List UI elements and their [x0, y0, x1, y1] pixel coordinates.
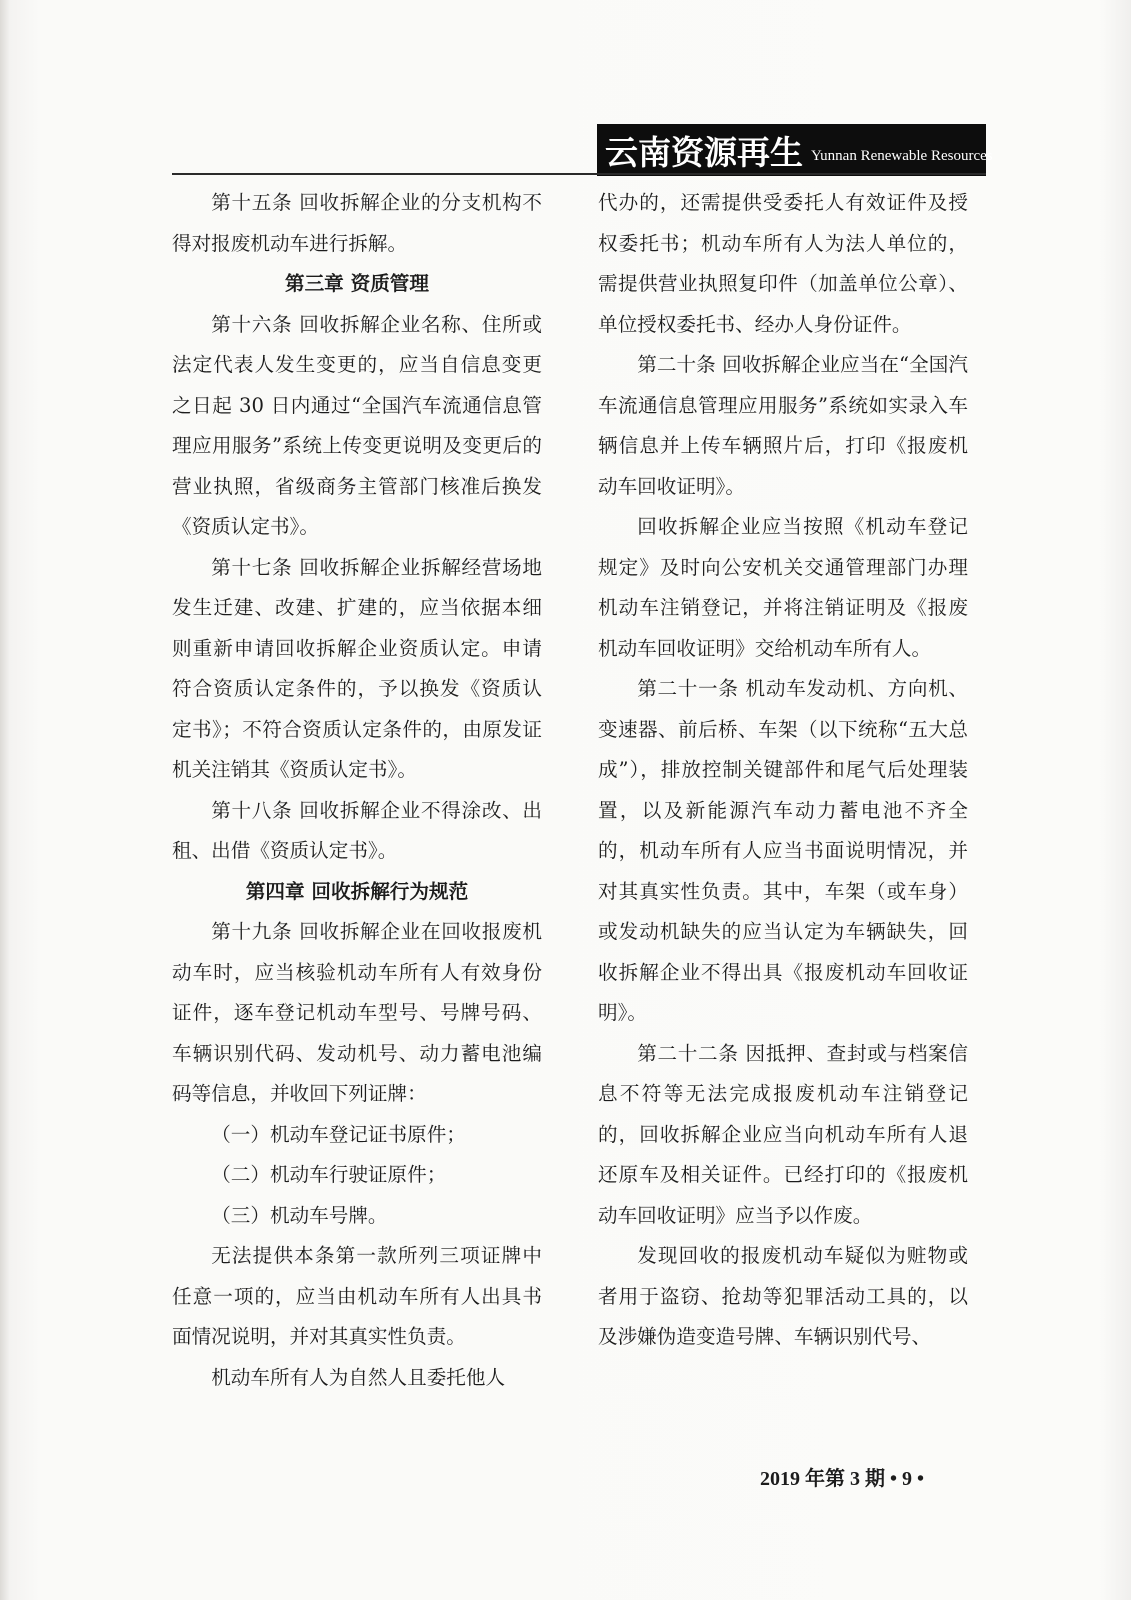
- article-paragraph: （一）机动车登记证书原件；: [211, 1122, 466, 1146]
- page-footer: 2019 年第 3 期 • 9 •: [760, 1468, 925, 1490]
- article-paragraph: 第十八条 回收拆解企业不得涂改、出租、出借《资质认定书》。: [172, 798, 542, 862]
- article-paragraph: 第二十二条 因抵押、查封或与档案信息不符等无法完成报废机动车注销登记的，回收拆解企业应当向机动车所有人退还原车及相关证件。已经打印的《报废机动车回收证明》应当予以作废。: [598, 1041, 968, 1227]
- article-paragraph: 第十九条 回收拆解企业在回收报废机动车时，应当核验机动车所有人有效身份证件，逐车登记机动车型号、号牌号码、车辆识别代码、发动机号、动力蓄电池编码等信息，并收回下列证牌：: [172, 920, 542, 1105]
- masthead-title-en: Yunnan Renewable Resources: [811, 147, 993, 164]
- chapter-heading: 第三章 资质管理: [285, 272, 429, 295]
- article-paragraph: 第十七条 回收拆解企业拆解经营场地发生迁建、改建、扩建的，应当依据本细则重新申请回收拆解企业资质认定。申请符合资质认定条件的，予以换发《资质认定书》；不符合资质认定条件的，由原发证机关注销其《资质认定书》。: [172, 555, 542, 781]
- article-paragraph: 第二十一条 机动车发动机、方向机、变速器、前后桥、车架（以下统称“五大总成”），排放控制关键部件和尾气后处理装置，以及新能源汽车动力蓄电池不齐全的，机动车所有人应当书面说明情况，并对其真实性负责。其中，车架（或车身）或发动机缺失的应当认定为车辆缺失，回收拆解企业不得出具《报废机动车回收证明》。: [598, 677, 968, 1024]
- article-paragraph: 机动车所有人为自然人且委托他人: [211, 1365, 506, 1389]
- masthead-banner: [597, 124, 993, 176]
- masthead-title-cn: 云南资源再生: [605, 132, 803, 172]
- article-paragraph: 第十五条 回收拆解企业的分支机构不得对报废机动车进行拆解。: [172, 191, 542, 255]
- header-rule: [172, 173, 986, 175]
- article-paragraph: 代办的，还需提供受委托人有效证件及授权委托书；机动车所有人为法人单位的，需提供营业执照复印件（加盖单位公章）、单位授权委托书、经办人身份证件。: [598, 191, 968, 336]
- article-paragraph: 无法提供本条第一款所列三项证牌中任意一项的，应当由机动车所有人出具书面情况说明，并对其真实性负责。: [172, 1244, 542, 1348]
- article-paragraph: （二）机动车行驶证原件；: [211, 1163, 447, 1186]
- chapter-heading: 第四章 回收拆解行为规范: [245, 879, 469, 903]
- right-column: [598, 183, 968, 1358]
- article-paragraph: （三）机动车号牌。: [211, 1203, 388, 1227]
- article-paragraph: 第十六条 回收拆解企业名称、住所或法定代表人发生变更的，应当自信息变更之日起 30 日内通过“全国汽车流通信息管理应用服务”系统上传变更说明及变更后的营业执照，省级商务主管部门核准后换发《资质认定书》。: [172, 312, 542, 538]
- article-paragraph: 回收拆解企业应当按照《机动车登记规定》及时向公安机关交通管理部门办理机动车注销登记，并将注销证明及《报废机动车回收证明》交给机动车所有人。: [598, 515, 968, 660]
- left-column: [172, 183, 542, 1398]
- article-paragraph: 发现回收的报废机动车疑似为赃物或者用于盗窃、抢劫等犯罪活动工具的，以及涉嫌伪造变造号牌、车辆识别代号、: [598, 1244, 968, 1348]
- article-paragraph: 第二十条 回收拆解企业应当在“全国汽车流通信息管理应用服务”系统如实录入车辆信息并上传车辆照片后，打印《报废机动车回收证明》。: [598, 353, 968, 498]
